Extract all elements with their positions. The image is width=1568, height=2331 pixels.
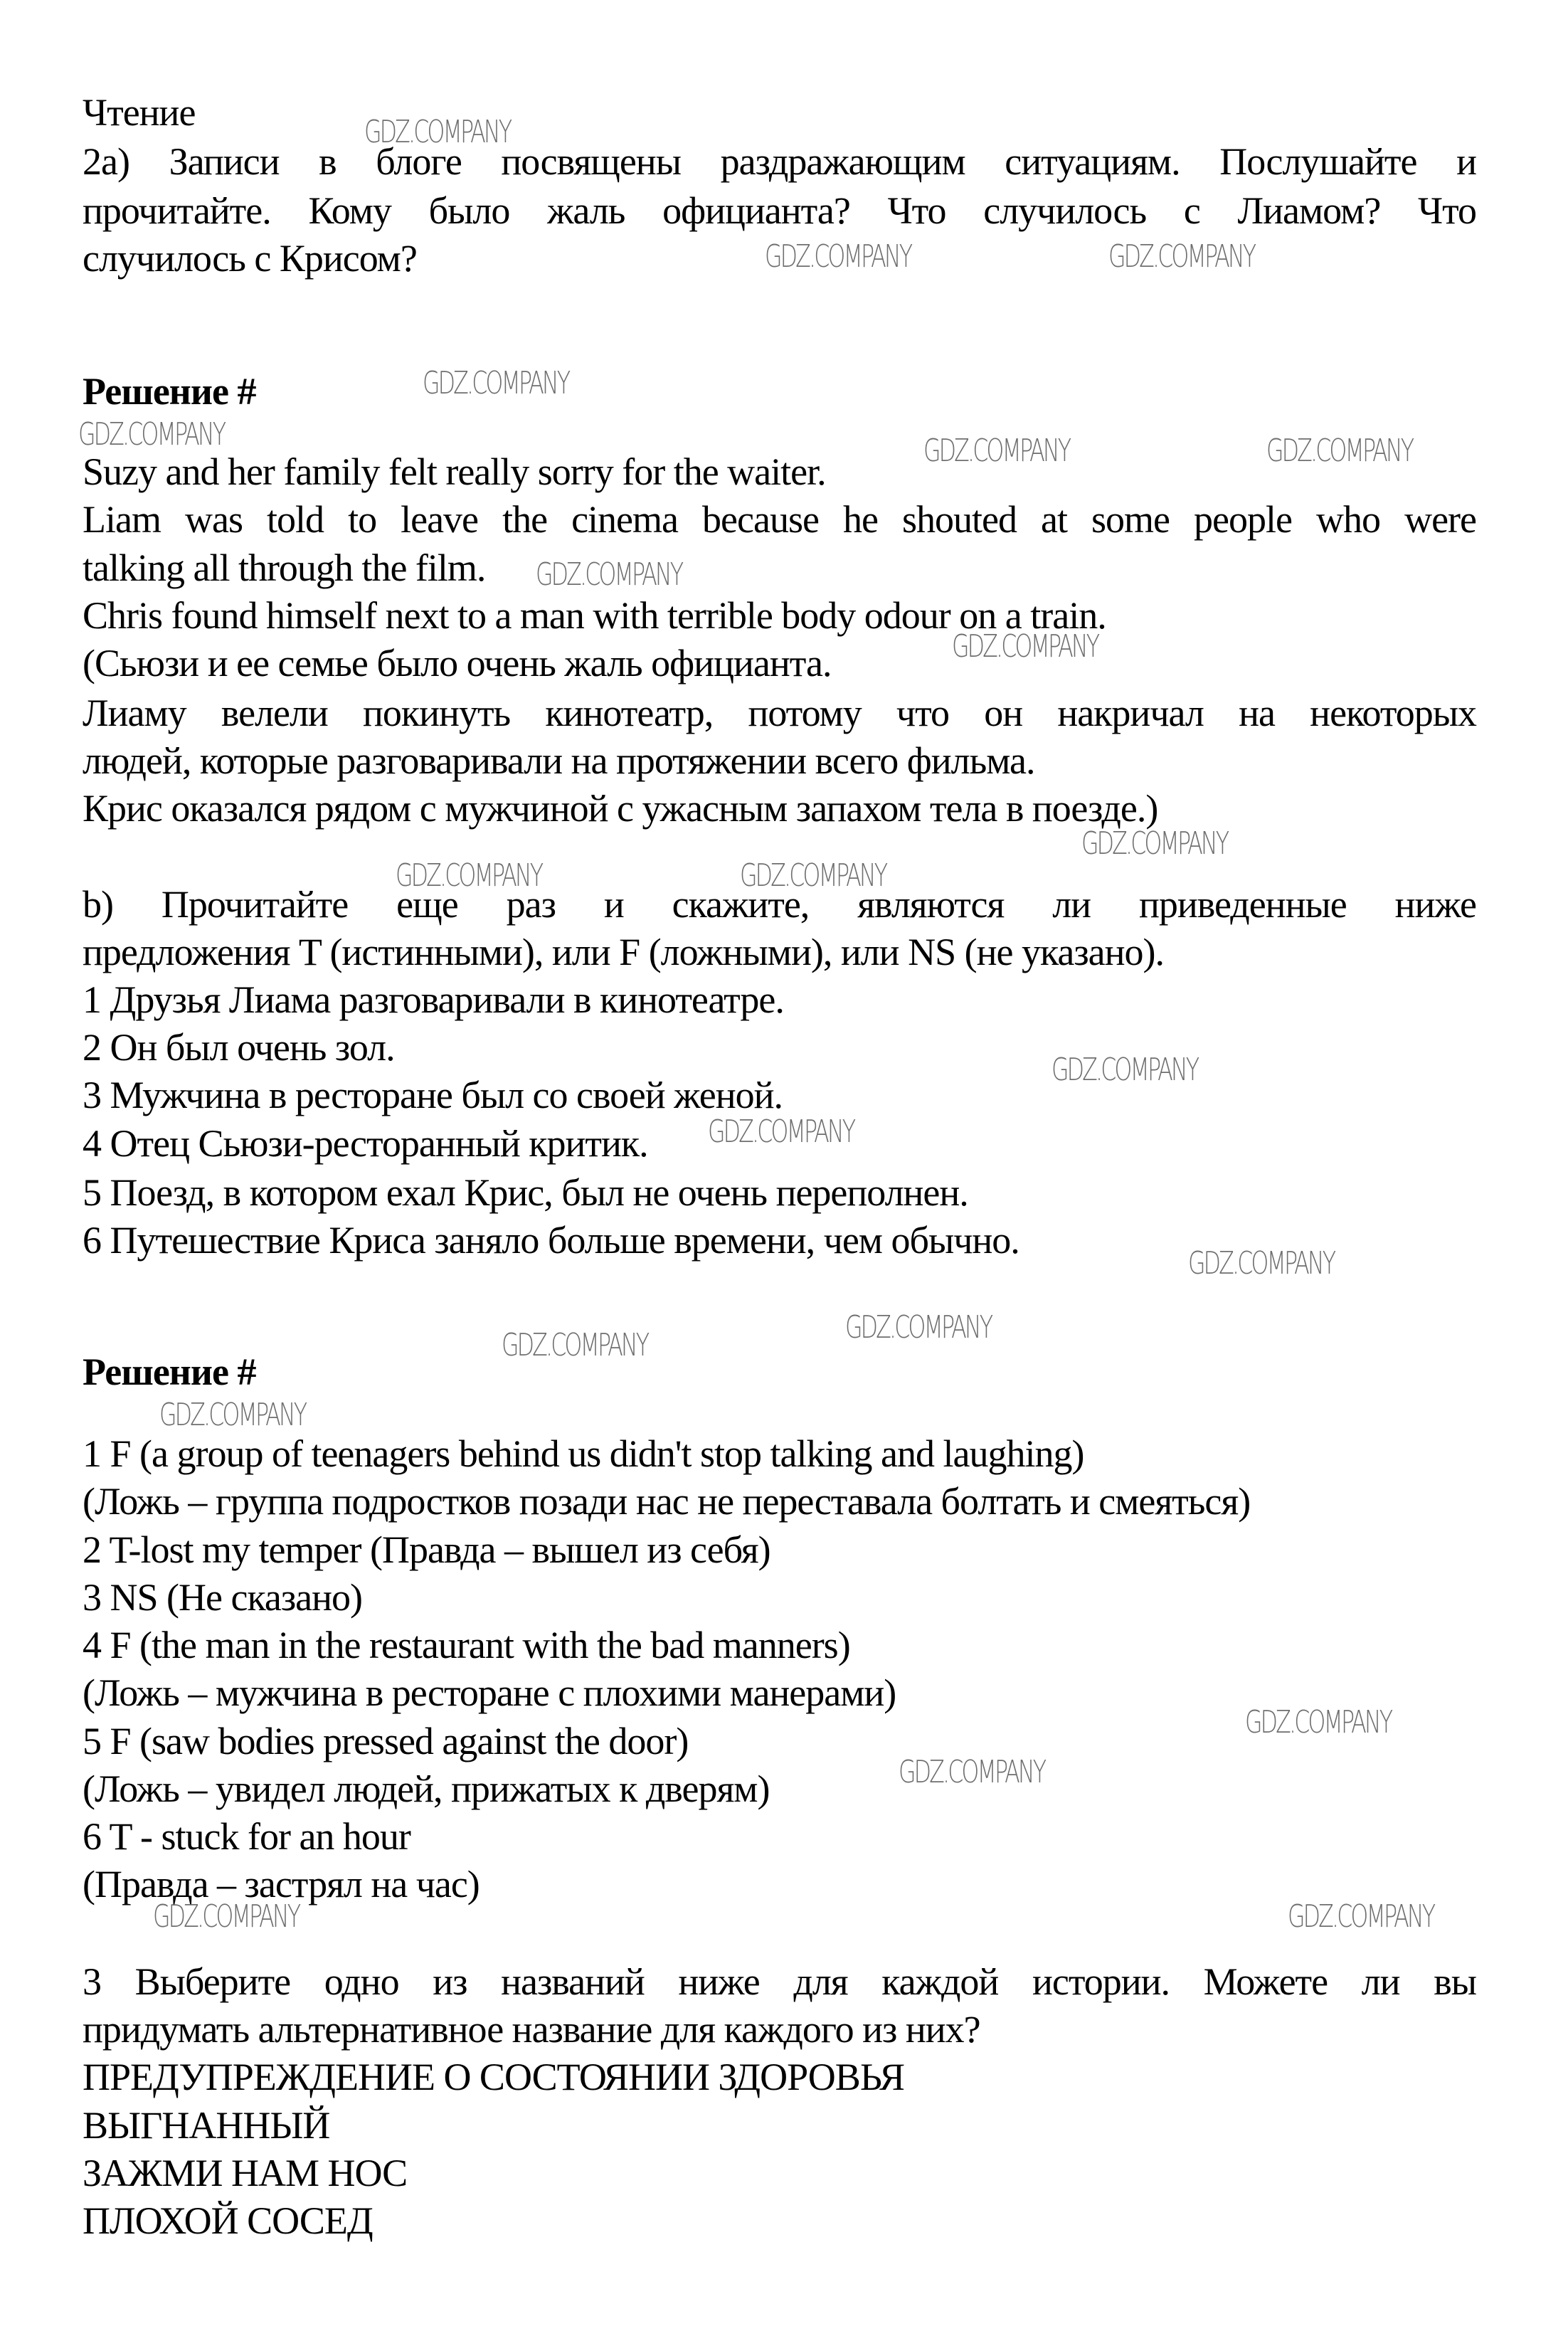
title-option: ПЛОХОЙ СОСЕД: [83, 2199, 373, 2242]
watermark: GDZ.COMPANY: [1188, 1245, 1335, 1281]
solution-line: (Ложь – мужчина в ресторане с плохими манерами): [83, 1671, 896, 1714]
watermark: GDZ.COMPANY: [1081, 825, 1228, 862]
watermark: GDZ.COMPANY: [708, 1114, 854, 1150]
solution-line: 2 T-lost my temper (Правда – вышел из себя): [83, 1528, 770, 1571]
title-option: ВЫГНАННЫЙ: [83, 2104, 330, 2147]
watermark: GDZ.COMPANY: [1266, 433, 1413, 469]
watermark: GDZ.COMPANY: [536, 556, 682, 593]
watermark: GDZ.COMPANY: [1245, 1704, 1392, 1740]
solution-line: Chris found himself next to a man with terrible body odour on a train.: [83, 594, 1106, 637]
task-2b-line: 5 Поезд, в котором ехал Крис, был не очень переполнен.: [83, 1171, 968, 1214]
watermark: GDZ.COMPANY: [396, 857, 542, 894]
solution-line: Крис оказался рядом с мужчиной с ужасным запахом тела в поезде.): [83, 787, 1158, 830]
watermark: GDZ.COMPANY: [1108, 238, 1255, 275]
solution-line: 3 NS (Не сказано): [83, 1576, 363, 1619]
solution-line: (Ложь – группа подростков позади нас не переставала болтать и смеяться): [83, 1480, 1251, 1523]
solution-line: (Сьюзи и ее семье было очень жаль официанта.: [83, 642, 832, 684]
watermark: GDZ.COMPANY: [845, 1309, 992, 1346]
watermark: GDZ.COMPANY: [765, 238, 911, 275]
task-2a-line: прочитайте. Кому было жаль официанта? Что случилось с Лиамом? Что: [83, 189, 1476, 232]
watermark: GDZ.COMPANY: [423, 365, 569, 401]
watermark: GDZ.COMPANY: [153, 1898, 300, 1935]
task-2b-line: 1 Друзья Лиама разговаривали в кинотеатре.: [83, 978, 784, 1021]
watermark: GDZ.COMPANY: [923, 433, 1070, 469]
solution-line: (Правда – застрял на час): [83, 1863, 480, 1906]
solution-line: Suzy and her family felt really sorry for the waiter.: [83, 450, 826, 493]
watermark: GDZ.COMPANY: [899, 1754, 1045, 1790]
solution-title: Решение #: [83, 370, 256, 413]
solution-title: Решение #: [83, 1350, 256, 1393]
task-2b-line: 3 Мужчина в ресторане был со своей женой.: [83, 1074, 783, 1116]
task-2b-line: 2 Он был очень зол.: [83, 1026, 395, 1069]
task-3-line: придумать альтернативное название для каждого из них?: [83, 2008, 980, 2051]
title-option: ЗАЖМИ НАМ НОС: [83, 2152, 408, 2194]
watermark: GDZ.COMPANY: [1051, 1052, 1198, 1088]
heading-reading: Чтение: [83, 91, 196, 134]
solution-line: (Ложь – увидел людей, прижатых к дверям): [83, 1767, 770, 1810]
watermark: GDZ.COMPANY: [502, 1327, 648, 1363]
watermark: GDZ.COMPANY: [740, 857, 886, 894]
task-2b-line: 4 Отец Сьюзи-ресторанный критик.: [83, 1122, 648, 1165]
task-2b-line: b) Прочитайте еще раз и скажите, являются ли приведенные ниже: [83, 883, 1476, 926]
watermark: GDZ.COMPANY: [78, 416, 225, 453]
solution-line: 5 F (saw bodies pressed against the door): [83, 1720, 689, 1762]
task-2b-line: предложения T (истинными), или F (ложными), или NS (не указано).: [83, 931, 1165, 973]
solution-line: 6 T - stuck for an hour: [83, 1815, 410, 1858]
task-2b-line: 6 Путешествие Криса заняло больше времени, чем обычно.: [83, 1219, 1019, 1262]
task-2a-line: 2a) Записи в блоге посвящены раздражающим ситуациям. Послушайте и: [83, 140, 1476, 183]
task-2a-line: случилось с Крисом?: [83, 237, 417, 280]
watermark: GDZ.COMPANY: [952, 628, 1098, 665]
watermark: GDZ.COMPANY: [1288, 1898, 1434, 1935]
solution-line: Лиаму велели покинуть кинотеатр, потому что он накричал на некоторых: [83, 692, 1476, 734]
watermark: GDZ.COMPANY: [159, 1397, 306, 1433]
title-option: ПРЕДУПРЕЖДЕНИЕ О СОСТОЯНИИ ЗДОРОВЬЯ: [83, 2056, 904, 2098]
solution-line: Liam was told to leave the cinema because he shouted at some people who were: [83, 498, 1476, 541]
task-3-line: 3 Выберите одно из названий ниже для каждой истории. Можете ли вы: [83, 1960, 1476, 2003]
solution-line: людей, которые разговаривали на протяжении всего фильма.: [83, 739, 1035, 782]
solution-line: 1 F (a group of teenagers behind us didn't stop talking and laughing): [83, 1432, 1084, 1475]
watermark: GDZ.COMPANY: [364, 114, 511, 150]
solution-line: talking all through the film.: [83, 546, 486, 589]
solution-line: 4 F (the man in the restaurant with the bad manners): [83, 1624, 850, 1666]
